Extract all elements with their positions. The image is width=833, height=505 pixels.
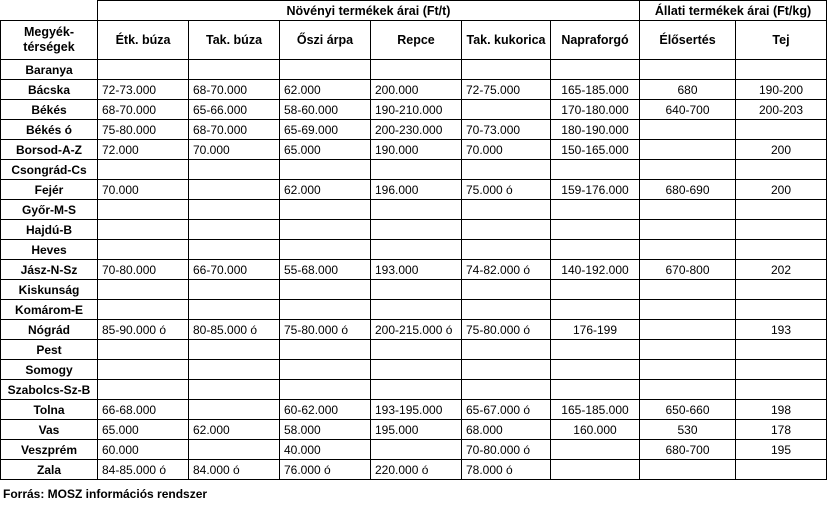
price-cell [189, 280, 280, 300]
price-cell [736, 160, 827, 180]
region-name: Vas [1, 420, 98, 440]
price-cell: 74-82.000 ó [462, 260, 551, 280]
price-cell [736, 340, 827, 360]
table-row [1, 420, 827, 440]
table-row [1, 60, 827, 80]
price-cell: 202 [736, 260, 827, 280]
table-row [1, 460, 827, 480]
price-cell [371, 220, 462, 240]
price-cell [98, 280, 189, 300]
price-cell: 68.000 [462, 420, 551, 440]
price-cell [462, 60, 551, 80]
price-cell [462, 280, 551, 300]
price-cell: 140-192.000 [551, 260, 640, 280]
price-cell [640, 60, 736, 80]
price-cell: 195 [736, 440, 827, 460]
price-cell: 62.000 [280, 180, 371, 200]
price-cell: 84-85.000 ó [98, 460, 189, 480]
price-cell: 85-90.000 ó [98, 320, 189, 340]
table-row [1, 180, 827, 200]
price-cell: 200 [736, 180, 827, 200]
price-cell [189, 440, 280, 460]
price-cell [551, 160, 640, 180]
price-cell [280, 220, 371, 240]
region-name: Hajdú-B [1, 220, 98, 240]
region-name: Szabolcs-Sz-B [1, 380, 98, 400]
price-cell [551, 240, 640, 260]
price-cell [280, 340, 371, 360]
table-row [1, 260, 827, 280]
price-cell [462, 380, 551, 400]
region-name: Fejér [1, 180, 98, 200]
price-cell [371, 340, 462, 360]
price-cell: 72-75.000 [462, 80, 551, 100]
price-cell [551, 60, 640, 80]
price-cell [462, 240, 551, 260]
price-cell [98, 160, 189, 180]
price-cell [736, 460, 827, 480]
price-cell: 76.000 ó [280, 460, 371, 480]
region-name: Borsod-A-Z [1, 140, 98, 160]
price-cell [189, 60, 280, 80]
price-cell [371, 200, 462, 220]
price-cell [462, 340, 551, 360]
price-cell [736, 280, 827, 300]
region-name: Zala [1, 460, 98, 480]
price-cell [280, 300, 371, 320]
price-cell: 40.000 [280, 440, 371, 460]
price-cell: 193 [736, 320, 827, 340]
price-cell [371, 280, 462, 300]
price-cell: 200 [736, 140, 827, 160]
column-header-tej: Tej [736, 21, 827, 60]
price-cell [280, 60, 371, 80]
price-cell [736, 380, 827, 400]
price-cell: 165-185.000 [551, 80, 640, 100]
price-cell: 66-68.000 [98, 400, 189, 420]
price-cell: 680-690 [640, 180, 736, 200]
table-row [1, 200, 827, 220]
price-cell: 72-73.000 [98, 80, 189, 100]
table-row [1, 120, 827, 140]
region-name: Tolna [1, 400, 98, 420]
price-cell [551, 200, 640, 220]
region-name: Baranya [1, 60, 98, 80]
price-cell: 55-68.000 [280, 260, 371, 280]
price-cell: 68-70.000 [98, 100, 189, 120]
price-cell [280, 240, 371, 260]
price-cell [736, 300, 827, 320]
price-cell: 60.000 [98, 440, 189, 460]
price-cell [736, 200, 827, 220]
region-name: Pest [1, 340, 98, 360]
price-cell [736, 60, 827, 80]
column-header-oszi-arpa: Őszi árpa [280, 21, 371, 60]
table-row [1, 160, 827, 180]
price-cell: 670-800 [640, 260, 736, 280]
price-cell [462, 200, 551, 220]
table-row [1, 400, 827, 420]
price-cell: 84.000 ó [189, 460, 280, 480]
price-cell: 160.000 [551, 420, 640, 440]
corner-cell [1, 1, 98, 21]
price-cell: 650-660 [640, 400, 736, 420]
group-header-row [1, 1, 827, 21]
price-cell [640, 300, 736, 320]
price-cell [462, 100, 551, 120]
price-cell: 200-215.000 ó [371, 320, 462, 340]
column-header-tak-buza: Tak. búza [189, 21, 280, 60]
region-name: Győr-M-S [1, 200, 98, 220]
table-row [1, 140, 827, 160]
region-name: Komárom-E [1, 300, 98, 320]
price-cell [371, 60, 462, 80]
price-cell [640, 220, 736, 240]
price-cell: 200.000 [371, 80, 462, 100]
price-cell [640, 140, 736, 160]
table-row [1, 80, 827, 100]
price-cell [189, 300, 280, 320]
plant-prices-group-header: Növényi termékek árai (Ft/t) [98, 1, 640, 21]
price-cell: 65.000 [98, 420, 189, 440]
price-cell: 640-700 [640, 100, 736, 120]
price-cell [371, 300, 462, 320]
region-name: Kiskunság [1, 280, 98, 300]
price-cell [371, 440, 462, 460]
price-cell: 65.000 [280, 140, 371, 160]
price-cell: 170-180.000 [551, 100, 640, 120]
price-cell [640, 360, 736, 380]
price-cell: 66-70.000 [189, 260, 280, 280]
price-cell: 190-200 [736, 80, 827, 100]
price-cell [98, 220, 189, 240]
price-cell: 159-176.000 [551, 180, 640, 200]
price-cell [98, 360, 189, 380]
price-cell: 58.000 [280, 420, 371, 440]
price-cell: 220.000 ó [371, 460, 462, 480]
price-cell: 200-203 [736, 100, 827, 120]
price-cell [98, 200, 189, 220]
price-cell [280, 280, 371, 300]
price-cell: 190-210.000 [371, 100, 462, 120]
price-cell: 70.000 [189, 140, 280, 160]
column-header-tak-kukorica: Tak. kukorica [462, 21, 551, 60]
price-cell: 75.000 ó [462, 180, 551, 200]
price-cell [462, 300, 551, 320]
price-cell: 176-199 [551, 320, 640, 340]
source-note: Forrás: MOSZ információs rendszer [3, 487, 208, 501]
price-cell: 68-70.000 [189, 80, 280, 100]
price-cell: 72.000 [98, 140, 189, 160]
price-cell [640, 380, 736, 400]
price-cell [98, 340, 189, 360]
table-row [1, 380, 827, 400]
column-header-repce: Repce [371, 21, 462, 60]
price-cell: 70.000 [98, 180, 189, 200]
price-cell [640, 320, 736, 340]
region-name: Heves [1, 240, 98, 260]
price-cell: 680 [640, 80, 736, 100]
price-cell [736, 360, 827, 380]
price-cell [189, 200, 280, 220]
price-cell: 193-195.000 [371, 400, 462, 420]
price-cell: 195.000 [371, 420, 462, 440]
price-cell [640, 340, 736, 360]
table-row [1, 240, 827, 260]
price-cell: 65-69.000 [280, 120, 371, 140]
price-cell [551, 460, 640, 480]
price-cell [640, 160, 736, 180]
price-cell [551, 300, 640, 320]
price-cell [736, 120, 827, 140]
price-cell [371, 380, 462, 400]
price-cell: 200-230.000 [371, 120, 462, 140]
animal-prices-group-header: Állati termékek árai (Ft/kg) [640, 1, 827, 21]
price-cell [736, 220, 827, 240]
price-cell [640, 280, 736, 300]
price-cell [280, 360, 371, 380]
price-cell: 680-700 [640, 440, 736, 460]
price-cell [551, 380, 640, 400]
price-cell [98, 60, 189, 80]
price-cell: 165-185.000 [551, 400, 640, 420]
price-cell: 75-80.000 [98, 120, 189, 140]
price-cell [98, 380, 189, 400]
price-cell [371, 160, 462, 180]
price-cell [551, 280, 640, 300]
price-cell: 62.000 [189, 420, 280, 440]
price-cell: 70-80.000 ó [462, 440, 551, 460]
table-row [1, 300, 827, 320]
price-cell: 78.000 ó [462, 460, 551, 480]
price-cell [551, 220, 640, 240]
price-cell: 80-85.000 ó [189, 320, 280, 340]
price-cell [189, 180, 280, 200]
region-name: Békés ó [1, 120, 98, 140]
price-cell [462, 160, 551, 180]
price-cell: 75-80.000 ó [280, 320, 371, 340]
column-header-elosertes: Élősertés [640, 21, 736, 60]
table-row [1, 360, 827, 380]
price-cell [640, 120, 736, 140]
column-header-napraforgo: Napraforgó [551, 21, 640, 60]
price-cell: 198 [736, 400, 827, 420]
price-cell [98, 300, 189, 320]
price-cell [551, 340, 640, 360]
price-cell: 180-190.000 [551, 120, 640, 140]
price-cell [280, 200, 371, 220]
price-cell: 65-66.000 [189, 100, 280, 120]
region-name: Csongrád-Cs [1, 160, 98, 180]
table-row [1, 280, 827, 300]
price-cell: 60-62.000 [280, 400, 371, 420]
price-cell [640, 240, 736, 260]
price-cell [736, 240, 827, 260]
price-cell: 75-80.000 ó [462, 320, 551, 340]
price-cell: 65-67.000 ó [462, 400, 551, 420]
table-row [1, 340, 827, 360]
price-cell [551, 440, 640, 460]
price-cell [189, 220, 280, 240]
price-cell: 190.000 [371, 140, 462, 160]
table-row [1, 220, 827, 240]
price-cell [98, 240, 189, 260]
price-cell [189, 160, 280, 180]
region-name: Békés [1, 100, 98, 120]
price-cell [371, 240, 462, 260]
table-row [1, 100, 827, 120]
price-cell: 196.000 [371, 180, 462, 200]
price-cell: 193.000 [371, 260, 462, 280]
price-cell [462, 220, 551, 240]
column-header-row [1, 21, 827, 60]
price-cell [371, 360, 462, 380]
region-name: Somogy [1, 360, 98, 380]
price-cell [189, 380, 280, 400]
region-name: Veszprém [1, 440, 98, 460]
price-cell [189, 400, 280, 420]
region-name: Bácska [1, 80, 98, 100]
price-cell [189, 340, 280, 360]
price-cell [640, 460, 736, 480]
price-cell [280, 160, 371, 180]
price-cell: 150-165.000 [551, 140, 640, 160]
region-name: Jász-N-Sz [1, 260, 98, 280]
price-cell: 58-60.000 [280, 100, 371, 120]
price-cell [189, 240, 280, 260]
price-cell [189, 360, 280, 380]
price-cell: 62.000 [280, 80, 371, 100]
column-header-etk-buza: Étk. búza [98, 21, 189, 60]
price-cell [280, 380, 371, 400]
price-cell: 70.000 [462, 140, 551, 160]
table-row [1, 440, 827, 460]
price-cell [462, 360, 551, 380]
price-cell: 68-70.000 [189, 120, 280, 140]
price-cell: 70-80.000 [98, 260, 189, 280]
price-cell: 178 [736, 420, 827, 440]
price-cell: 530 [640, 420, 736, 440]
table-row [1, 320, 827, 340]
price-cell [551, 360, 640, 380]
row-label-header: Megyék- térségek [1, 21, 98, 60]
price-cell: 70-73.000 [462, 120, 551, 140]
price-cell [640, 200, 736, 220]
region-name: Nógrád [1, 320, 98, 340]
